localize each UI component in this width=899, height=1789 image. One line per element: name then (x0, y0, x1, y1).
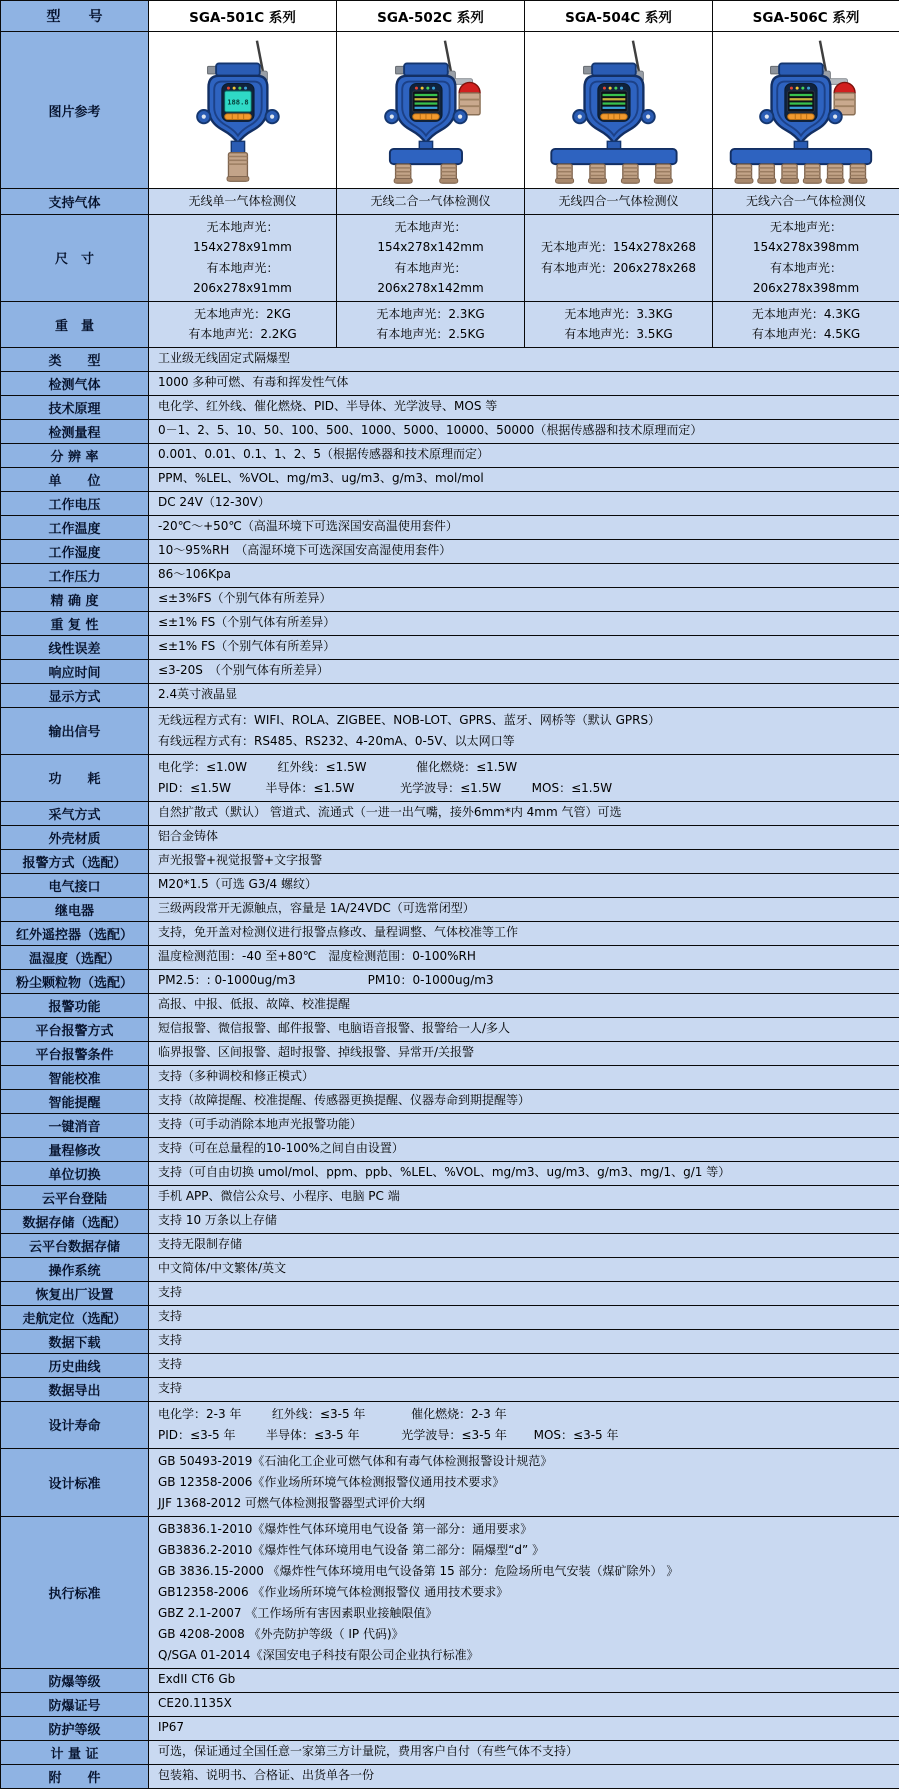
table-row (1, 515, 899, 539)
spec-value-line: ≤±1% FS（个别气体有所差异） (158, 638, 890, 656)
spec-value-line: 无本地声光：154x278x142mm (346, 217, 515, 258)
spec-value-line: 支持 (158, 1332, 890, 1350)
spec-value-cell (149, 969, 899, 993)
row-label-r35: 量程修改 (1, 1137, 149, 1161)
spec-value-line: 中文简体/中文繁体/英文 (158, 1260, 890, 1278)
spec-value-line: 支持 (158, 1356, 890, 1374)
table-row (1, 1161, 899, 1185)
model-header-row (1, 1, 899, 32)
spec-value-cell (149, 1401, 899, 1448)
device-photo-cell (337, 32, 525, 189)
table-row (1, 1281, 899, 1305)
spec-value-line: GB 50493-2019《石油化工企业可燃气体和有毒气体检测报警设计规范》 (158, 1451, 890, 1472)
spec-value-line: 支持 (158, 1284, 890, 1302)
spec-value-cell (149, 1233, 899, 1257)
spec-value-cell (149, 754, 899, 801)
spec-value-line: 1000 多种可燃、有毒和挥发性气体 (158, 374, 890, 392)
spec-value-line: 支持（可手动消除本地声光报警功能） (158, 1116, 890, 1134)
spec-value-line: 无本地声光：3.3KG (534, 304, 703, 325)
row-label-r42: 走航定位（选配） (1, 1305, 149, 1329)
row-label-r18: 显示方式 (1, 683, 149, 707)
row-label-r9: 单 位 (1, 467, 149, 491)
spec-value-cell (149, 1137, 899, 1161)
spec-value-cell (149, 707, 899, 754)
spec-value-cell (149, 1209, 899, 1233)
spec-value-cell (149, 1764, 899, 1788)
table-row (1, 635, 899, 659)
row-label-r34: 一键消音 (1, 1113, 149, 1137)
spec-value-line: 有本地声光：3.5KG (534, 324, 703, 345)
dual-sensor-detector-image (350, 174, 511, 188)
spec-value-line: 临界报警、区间报警、超时报警、掉线报警、异常开/关报警 (158, 1044, 890, 1062)
spec-value-line: 支持（多种调校和修正模式） (158, 1068, 890, 1086)
spec-value-line: 支持 (158, 1308, 890, 1326)
spec-value-line: ≤3-20S （个别气体有所差异） (158, 662, 890, 680)
spec-value-line: 包装箱、说明书、合格证、出货单各一份 (158, 1767, 890, 1785)
spec-value-line: 支持无限制存储 (158, 1236, 890, 1254)
spec-value-line: 有本地声光：206x278x268 (534, 258, 703, 279)
row-label-r28: 粉尘颗粒物（选配） (1, 969, 149, 993)
spec-value-line: 支持 10 万条以上存储 (158, 1212, 890, 1230)
row-label-r3: 重 量 (1, 301, 149, 347)
device-photo-cell (713, 32, 899, 189)
spec-value-cell (149, 659, 899, 683)
row-label-r14: 精 确 度 (1, 587, 149, 611)
spec-value-line: 短信报警、微信报警、邮件报警、电脑语音报警、报警给一人/多人 (158, 1020, 890, 1038)
row-label-r51: 防护等级 (1, 1716, 149, 1740)
spec-value-cell (525, 214, 713, 301)
row-label-r41: 恢复出厂设置 (1, 1281, 149, 1305)
row-label-r53: 附 件 (1, 1764, 149, 1788)
table-row (1, 587, 899, 611)
row-label-r45: 数据导出 (1, 1377, 149, 1401)
table-row (1, 1740, 899, 1764)
spec-value-line: CE20.1135X (158, 1695, 890, 1713)
row-label-r30: 平台报警方式 (1, 1017, 149, 1041)
table-row (1, 801, 899, 825)
row-label-r0: 图片参考 (1, 32, 149, 189)
spec-value-cell (337, 301, 525, 347)
table-row (1, 1041, 899, 1065)
spec-value-cell (149, 801, 899, 825)
spec-value-cell (149, 1257, 899, 1281)
spec-value-cell (149, 1668, 899, 1692)
row-label-r39: 云平台数据存储 (1, 1233, 149, 1257)
spec-value-cell (149, 1353, 899, 1377)
table-row (1, 347, 899, 371)
row-label-r19: 输出信号 (1, 707, 149, 754)
spec-value-cell (149, 683, 899, 707)
spec-value-line: 86～106Kpa (158, 566, 890, 584)
spec-value-line: 0－1、2、5、10、50、100、500、1000、5000、10000、50000（根据传感器和技术原理而定） (158, 422, 890, 440)
spec-value-cell (149, 825, 899, 849)
spec-value-line: GB3836.1-2010《爆炸性气体环境用电气设备 第一部分：通用要求》 (158, 1519, 890, 1540)
spec-value-cell (149, 1113, 899, 1137)
spec-value-cell (149, 1161, 899, 1185)
table-row (1, 1233, 899, 1257)
table-row (1, 1764, 899, 1788)
spec-value-line: 可选，保证通过全国任意一家第三方计量院，费用客户自付（有些气体不支持） (158, 1743, 890, 1761)
row-label-r16: 线性误差 (1, 635, 149, 659)
spec-value-line: 无线四合一气体检测仪 (534, 191, 703, 212)
table-row (1, 1113, 899, 1137)
model-header-cell-3: SGA-504C 系列 (525, 1, 713, 32)
row-label-r4: 类 型 (1, 347, 149, 371)
row-label-r12: 工作湿度 (1, 539, 149, 563)
spec-value-cell (149, 945, 899, 969)
table-row (1, 1516, 899, 1668)
row-label-r40: 操作系统 (1, 1257, 149, 1281)
table-row (1, 825, 899, 849)
spec-value-cell (149, 214, 337, 301)
row-label-r48: 执行标准 (1, 1516, 149, 1668)
spec-value-cell (149, 1281, 899, 1305)
spec-value-cell (149, 491, 899, 515)
device-photo-cell (149, 32, 337, 189)
spec-value-line: 无线二合一气体检测仪 (346, 191, 515, 212)
spec-value-line: M20*1.5（可选 G3/4 螺纹） (158, 876, 890, 894)
spec-value-cell (149, 189, 337, 215)
table-row (1, 214, 899, 301)
row-label-r13: 工作压力 (1, 563, 149, 587)
table-row (1, 921, 899, 945)
spec-value-cell (149, 921, 899, 945)
spec-value-line: GB3836.2-2010《爆炸性气体环境用电气设备 第二部分：隔爆型“d” 》 (158, 1540, 890, 1561)
row-label-r2: 尺 寸 (1, 214, 149, 301)
model-header-cell-1: SGA-501C 系列 (149, 1, 337, 32)
row-label-r1: 支持气体 (1, 189, 149, 215)
spec-value-line: 2.4英寸液晶显 (158, 686, 890, 704)
spec-value-line: 声光报警+视觉报警+文字报警 (158, 852, 890, 870)
table-row (1, 1448, 899, 1516)
table-row (1, 945, 899, 969)
spec-value-line: 有本地声光：2.5KG (346, 324, 515, 345)
row-label-r43: 数据下载 (1, 1329, 149, 1353)
spec-value-line: 支持 (158, 1380, 890, 1398)
spec-value-cell (149, 611, 899, 635)
table-row (1, 1017, 899, 1041)
spec-value-cell (149, 371, 899, 395)
table-row (1, 849, 899, 873)
spec-value-line: 手机 APP、微信公众号、小程序、电脑 PC 端 (158, 1188, 890, 1206)
model-header-cell-2: SGA-502C 系列 (337, 1, 525, 32)
spec-value-line: PID：≤3-5 年 半导体：≤3-5 年 光学波导：≤3-5 年 MOS：≤3-5 年 (158, 1425, 890, 1446)
spec-value-line: 无本地声光：154x278x398mm (722, 217, 890, 258)
table-row (1, 993, 899, 1017)
spec-value-line: 有本地声光：2.2KG (158, 324, 327, 345)
spec-value-line: 铝合金铸体 (158, 828, 890, 846)
device-photo-cell (525, 32, 713, 189)
table-row (1, 1692, 899, 1716)
spec-value-line: PID：≤1.5W 半导体：≤1.5W 光学波导：≤1.5W MOS：≤1.5W (158, 778, 890, 799)
hexa-sensor-detector-image (725, 174, 886, 188)
spec-value-line: 工业级无线固定式隔爆型 (158, 350, 890, 368)
row-label-r52: 计 量 证 (1, 1740, 149, 1764)
table-row (1, 539, 899, 563)
spec-value-cell (149, 1516, 899, 1668)
spec-value-cell (149, 467, 899, 491)
spec-value-cell (525, 301, 713, 347)
row-label-r49: 防爆等级 (1, 1668, 149, 1692)
spec-value-cell (149, 1740, 899, 1764)
spec-value-line: 无本地声光：2.3KG (346, 304, 515, 325)
spec-value-line: 无线六合一气体检测仪 (722, 191, 890, 212)
table-row (1, 395, 899, 419)
spec-value-cell (149, 515, 899, 539)
spec-value-line: 无线远程方式有：WIFI、ROLA、ZIGBEE、NOB-LOT、GPRS、蓝牙、网桥等（默认 GPRS） (158, 710, 890, 731)
spec-value-line: 高报、中报、低报、故障、校准提醒 (158, 996, 890, 1014)
row-label-r24: 电气接口 (1, 873, 149, 897)
spec-value-line: IP67 (158, 1719, 890, 1737)
table-row (1, 1716, 899, 1740)
spec-value-line: 10～95%RH （高湿环境下可选深国安高湿使用套件） (158, 542, 890, 560)
table-row (1, 1401, 899, 1448)
table-row (1, 1089, 899, 1113)
spec-value-cell (149, 395, 899, 419)
row-label-r26: 红外遥控器（选配） (1, 921, 149, 945)
table-row (1, 563, 899, 587)
row-label-r21: 采气方式 (1, 801, 149, 825)
spec-value-line: 电化学、红外线、催化燃烧、PID、半导体、光学波导、MOS 等 (158, 398, 890, 416)
spec-value-line: 支持（可自由切换 umol/mol、ppm、ppb、%LEL、%VOL、mg/m3、ug/m3、g/m3、mg/1、g/1 等） (158, 1164, 890, 1182)
spec-value-line: Q/SGA 01-2014《深国安电子科技有限公司企业执行标准》 (158, 1645, 890, 1666)
spec-value-cell (149, 1377, 899, 1401)
spec-value-line: 有线远程方式有：RS485、RS232、4-20mA、0-5V、以太网口等 (158, 731, 890, 752)
spec-value-line: 无本地声光：154x278x91mm (158, 217, 327, 258)
table-row (1, 1305, 899, 1329)
spec-value-line: 有本地声光：206x278x398mm (722, 258, 890, 299)
spec-value-cell (149, 1041, 899, 1065)
table-row (1, 301, 899, 347)
spec-value-line: 有本地声光：206x278x91mm (158, 258, 327, 299)
table-row (1, 683, 899, 707)
spec-value-line: -20℃～+50℃（高温环境下可选深国安高温使用套件） (158, 518, 890, 536)
spec-value-line: 温度检测范围：-40 至+80℃ 湿度检测范围：0-100%RH (158, 948, 890, 966)
spec-value-cell (149, 1305, 899, 1329)
table-row (1, 443, 899, 467)
spec-value-line: 电化学：2-3 年 红外线：≤3-5 年 催化燃烧：2-3 年 (158, 1404, 890, 1425)
model-header-cell-4: SGA-506C 系列 (713, 1, 899, 32)
spec-value-line: 0.001、0.01、0.1、1、2、5（根据传感器和技术原理而定） (158, 446, 890, 464)
table-row (1, 754, 899, 801)
spec-value-cell (149, 1185, 899, 1209)
spec-value-line: JJF 1368-2012 可燃气体检测报警器型式评价大纲 (158, 1493, 890, 1514)
spec-value-line: GB 12358-2006《作业场所环境气体检测报警仪通用技术要求》 (158, 1472, 890, 1493)
spec-value-line: GBZ 2.1-2007 《工作场所有害因素职业接触限值》 (158, 1603, 890, 1624)
row-label-r50: 防爆证号 (1, 1692, 149, 1716)
spec-value-line: ≤±1% FS（个别气体有所差异） (158, 614, 890, 632)
spec-value-line: PM2.5：: 0-1000ug/m3 PM10：0-1000ug/m3 (158, 972, 890, 990)
row-label-r8: 分 辨 率 (1, 443, 149, 467)
table-row (1, 1185, 899, 1209)
spec-value-cell (149, 1716, 899, 1740)
row-label-r10: 工作电压 (1, 491, 149, 515)
spec-value-cell (713, 214, 899, 301)
spec-value-line: GB 4208-2008 《外壳防护等级（ IP 代码)》 (158, 1624, 890, 1645)
row-label-r7: 检测量程 (1, 419, 149, 443)
spec-value-cell (149, 849, 899, 873)
spec-value-line: ExdII CT6 Gb (158, 1671, 890, 1689)
spec-value-cell (149, 635, 899, 659)
table-row (1, 897, 899, 921)
spec-value-cell (149, 563, 899, 587)
row-label-r38: 数据存储（选配） (1, 1209, 149, 1233)
row-label-r47: 设计标准 (1, 1448, 149, 1516)
row-label-r23: 报警方式（选配） (1, 849, 149, 873)
row-label-r33: 智能提醒 (1, 1089, 149, 1113)
spec-value-line: 支持（故障提醒、校准提醒、传感器更换提醒、仪器寿命到期提醒等） (158, 1092, 890, 1110)
row-label-r31: 平台报警条件 (1, 1041, 149, 1065)
row-label-r11: 工作温度 (1, 515, 149, 539)
table-row (1, 371, 899, 395)
row-label-r5: 检测气体 (1, 371, 149, 395)
table-row (1, 1137, 899, 1161)
table-row (1, 873, 899, 897)
spec-value-cell (149, 873, 899, 897)
table-row (1, 707, 899, 754)
row-label-r37: 云平台登陆 (1, 1185, 149, 1209)
spec-value-line: 支持（可在总量程的10-100%之间自由设置） (158, 1140, 890, 1158)
spec-value-cell (149, 1065, 899, 1089)
row-label-r46: 设计寿命 (1, 1401, 149, 1448)
row-label-r6: 技术原理 (1, 395, 149, 419)
spec-value-line: 有本地声光：206x278x142mm (346, 258, 515, 299)
spec-value-line: 三级两段常开无源触点，容量是 1A/24VDC（可选常闭型） (158, 900, 890, 918)
spec-value-cell (525, 189, 713, 215)
table-row (1, 419, 899, 443)
table-row (1, 189, 899, 215)
row-label-r15: 重 复 性 (1, 611, 149, 635)
spec-value-cell (149, 993, 899, 1017)
table-row (1, 611, 899, 635)
row-label-model: 型 号 (1, 1, 149, 32)
spec-value-line: ≤±3%FS（个别气体有所差异） (158, 590, 890, 608)
spec-value-line: 自然扩散式（默认） 管道式、流通式（一进一出气嘴，接外6mm*内 4mm 气管）可选 (158, 804, 890, 822)
row-label-r22: 外壳材质 (1, 825, 149, 849)
row-label-r25: 继电器 (1, 897, 149, 921)
spec-value-line: DC 24V（12-30V） (158, 494, 890, 512)
spec-value-cell (149, 1448, 899, 1516)
table-row (1, 491, 899, 515)
row-label-r27: 温湿度（选配） (1, 945, 149, 969)
spec-value-line: PPM、%LEL、%VOL、mg/m3、ug/m3、g/m3、mol/mol (158, 470, 890, 488)
spec-value-cell (337, 189, 525, 215)
table-row (1, 1377, 899, 1401)
spec-value-cell (337, 214, 525, 301)
table-row (1, 1065, 899, 1089)
spec-value-line: 有本地声光：4.5KG (722, 324, 890, 345)
spec-value-cell (149, 1017, 899, 1041)
spec-value-cell (149, 539, 899, 563)
quad-sensor-detector-image (538, 174, 699, 188)
spec-value-cell (149, 1692, 899, 1716)
spec-value-cell (713, 301, 899, 347)
spec-value-cell (149, 419, 899, 443)
spec-value-cell (713, 189, 899, 215)
spec-value-cell (149, 1329, 899, 1353)
table-row (1, 659, 899, 683)
spec-value-cell (149, 301, 337, 347)
row-label-r20: 功 耗 (1, 754, 149, 801)
spec-value-cell (149, 443, 899, 467)
spec-value-line: 无本地声光：2KG (158, 304, 327, 325)
single-sensor-detector-image (162, 174, 323, 188)
table-row (1, 1668, 899, 1692)
spec-value-line: GB12358-2006 《作业场所环境气体检测报警仪 通用技术要求》 (158, 1582, 890, 1603)
spec-value-line: 支持，免开盖对检测仪进行报警点修改、量程调整、气体校准等工作 (158, 924, 890, 942)
spec-value-line: 无线单一气体检测仪 (158, 191, 327, 212)
spec-value-line: GB 3836.15-2000 《爆炸性气体环境用电气设备第 15 部分：危险场所电气安装（煤矿除外） 》 (158, 1561, 890, 1582)
row-label-r44: 历史曲线 (1, 1353, 149, 1377)
spec-value-line: 电化学：≤1.0W 红外线：≤1.5W 催化燃烧：≤1.5W (158, 757, 890, 778)
spec-value-line: 无本地声光：4.3KG (722, 304, 890, 325)
table-row (1, 1209, 899, 1233)
table-row (1, 1329, 899, 1353)
spec-value-cell (149, 897, 899, 921)
row-label-r36: 单位切换 (1, 1161, 149, 1185)
row-label-r17: 响应时间 (1, 659, 149, 683)
table-row (1, 467, 899, 491)
row-label-r32: 智能校准 (1, 1065, 149, 1089)
table-row (1, 32, 899, 189)
spec-value-cell (149, 1089, 899, 1113)
table-row (1, 969, 899, 993)
table-row (1, 1257, 899, 1281)
spec-value-cell (149, 587, 899, 611)
spec-value-cell (149, 347, 899, 371)
spec-value-line: 无本地声光：154x278x268 (534, 237, 703, 258)
row-label-r29: 报警功能 (1, 993, 149, 1017)
svg-text:188.8: 188.8 (227, 97, 248, 106)
table-row (1, 1353, 899, 1377)
